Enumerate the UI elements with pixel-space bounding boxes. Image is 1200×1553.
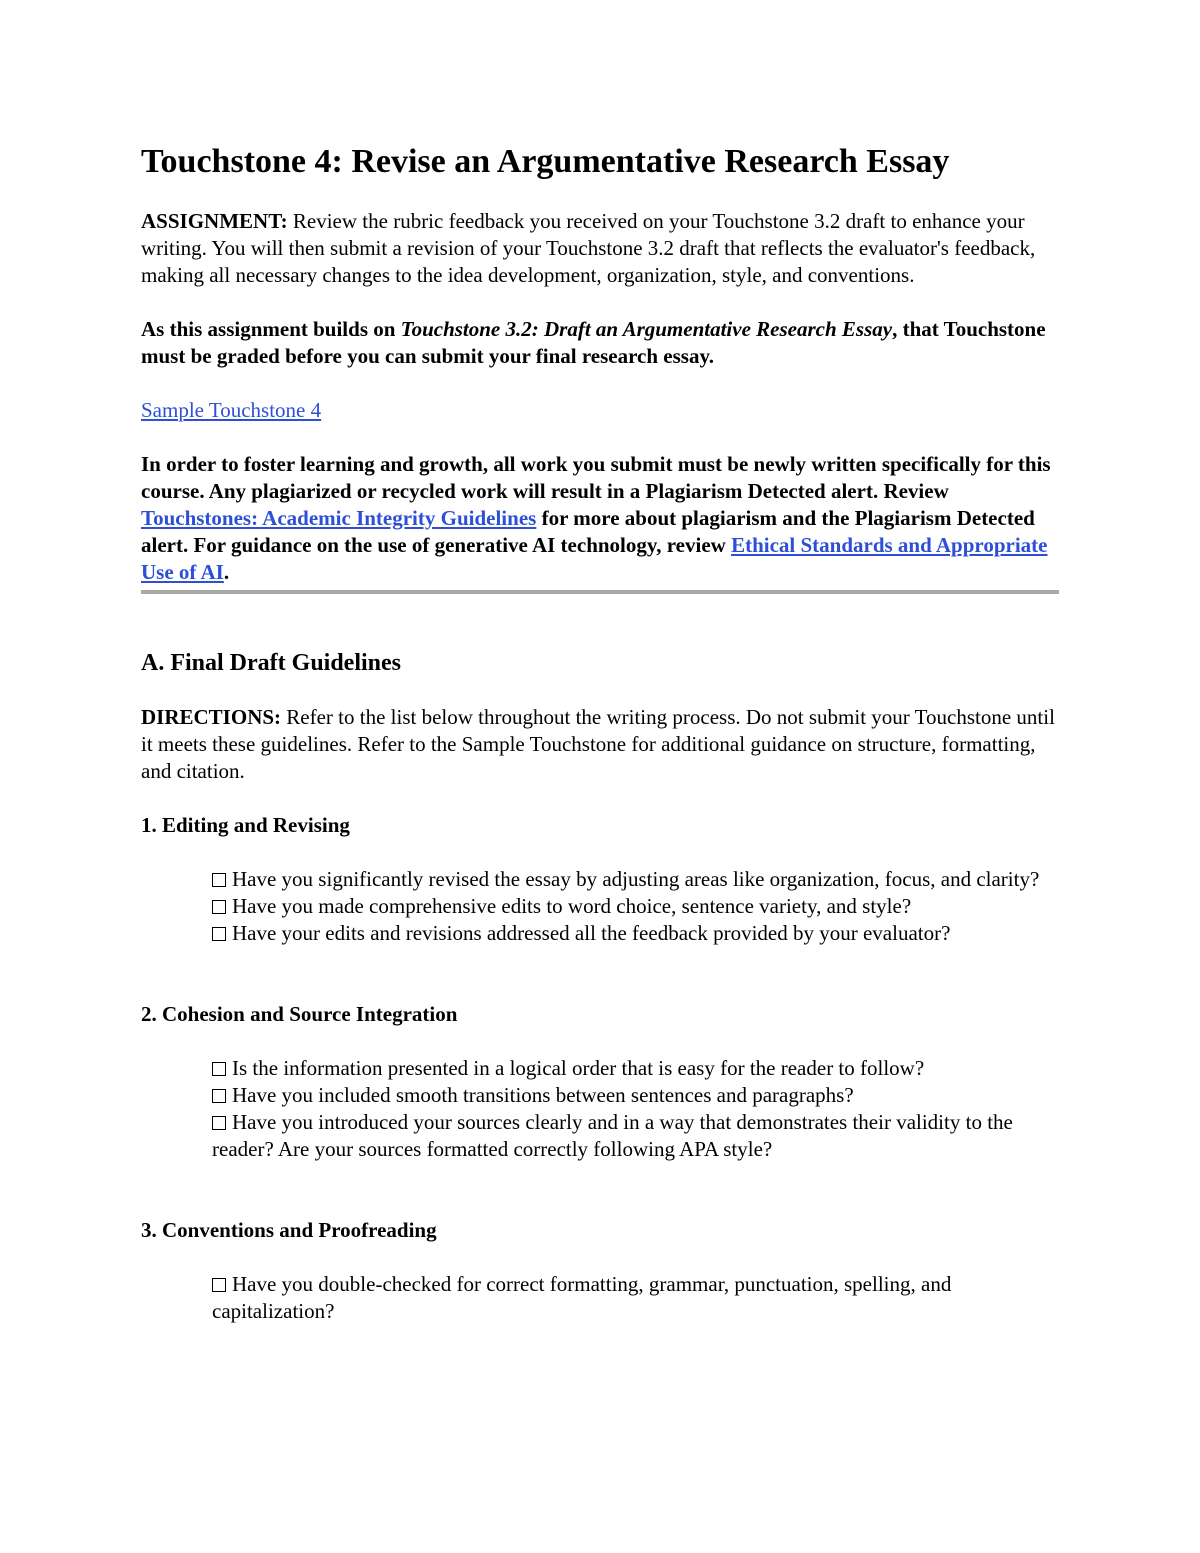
group-heading: 1. Editing and Revising xyxy=(141,813,350,837)
section-a-heading: A. Final Draft Guidelines xyxy=(141,650,402,676)
checklist-item-text: Have you included smooth transitions between sentences and paragraphs? xyxy=(232,1083,854,1107)
integrity-part2: for more about plagiarism and the Plagiarism Detected alert. For guidance on the use of generative AI technology, review xyxy=(141,506,1035,557)
horizontal-rule xyxy=(141,590,1059,594)
checklist-item-text: Is the information presented in a logical order that is easy for the reader to follow? xyxy=(232,1056,925,1080)
assignment-text: Review the rubric feedback you received on your Touchstone 3.2 draft to enhance your writing. You will then submit a revision of your Touchstone 3.2 draft that reflects the evaluator's feedback, making all necessary changes to the idea development, organization, style, and conventions. xyxy=(141,209,1036,287)
ethical-ai-link[interactable]: Ethical Standards and Appropriate Use of AI xyxy=(141,533,1048,584)
assignment-paragraph xyxy=(141,208,1061,289)
sample-touchstone-link[interactable]: Sample Touchstone 4 xyxy=(141,398,322,422)
checklist-item xyxy=(212,1109,1061,1163)
checklist-item xyxy=(212,1055,1061,1082)
checklist-item-text: Have you significantly revised the essay by adjusting areas like organization, focus, and clarity? xyxy=(232,867,1040,891)
checklist-item xyxy=(212,920,1061,947)
directions-paragraph xyxy=(141,704,1061,785)
checklist-item xyxy=(212,866,1061,893)
checklist xyxy=(141,1055,1061,1163)
page-title: Touchstone 4: Revise an Argumentative Research Essay xyxy=(141,143,950,180)
checkbox-icon[interactable] xyxy=(212,1116,226,1130)
checklist-item-text: Have you double-checked for correct formatting, grammar, punctuation, spelling, and capitalization? xyxy=(212,1272,952,1323)
checkbox-icon[interactable] xyxy=(212,1278,226,1292)
group-heading: 2. Cohesion and Source Integration xyxy=(141,1002,458,1026)
checklist-item xyxy=(212,1082,1061,1109)
prerequisite-italic: Touchstone 3.2: Draft an Argumentative Research Essay xyxy=(400,317,893,341)
checkbox-icon[interactable] xyxy=(212,873,226,887)
checklist-item xyxy=(212,1271,1061,1325)
group-heading: 3. Conventions and Proofreading xyxy=(141,1218,437,1242)
assignment-label: ASSIGNMENT: xyxy=(141,209,288,233)
checkbox-icon[interactable] xyxy=(212,927,226,941)
prerequisite-paragraph xyxy=(141,316,1061,370)
prerequisite-before: As this assignment builds on xyxy=(141,317,401,341)
prerequisite-after: , that Touchstone must be graded before you can submit your final research essay. xyxy=(141,317,1046,368)
checkbox-icon[interactable] xyxy=(212,1062,226,1076)
checklist xyxy=(141,1271,1061,1325)
checklist-item-text: Have you made comprehensive edits to word choice, sentence variety, and style? xyxy=(232,894,912,918)
checklist-item-text: Have you introduced your sources clearly and in a way that demonstrates their validity to the reader? Are your sources formatted correctly following APA style? xyxy=(212,1110,1013,1161)
academic-integrity-link[interactable]: Touchstones: Academic Integrity Guidelines xyxy=(141,506,537,530)
checkbox-icon[interactable] xyxy=(212,1089,226,1103)
checklist-item xyxy=(212,893,1061,920)
integrity-part3: . xyxy=(223,560,230,584)
checkbox-icon[interactable] xyxy=(212,900,226,914)
integrity-part1: In order to foster learning and growth, all work you submit must be newly written specifically for this course. Any plagiarized or recycled work will result in a Plagiarism Detected alert. Review xyxy=(141,452,1051,503)
checklist-item-text: Have your edits and revisions addressed all the feedback provided by your evaluator? xyxy=(232,921,951,945)
checklist xyxy=(141,866,1061,947)
sample-link-paragraph xyxy=(141,397,1061,424)
directions-label: DIRECTIONS: xyxy=(141,705,282,729)
document-page xyxy=(141,140,1061,1379)
integrity-paragraph xyxy=(141,451,1061,586)
directions-text: Refer to the list below throughout the writing process. Do not submit your Touchstone until it meets these guidelines. Refer to the Sample Touchstone for additional guidance on structure, formatting, and citation. xyxy=(141,705,1055,783)
